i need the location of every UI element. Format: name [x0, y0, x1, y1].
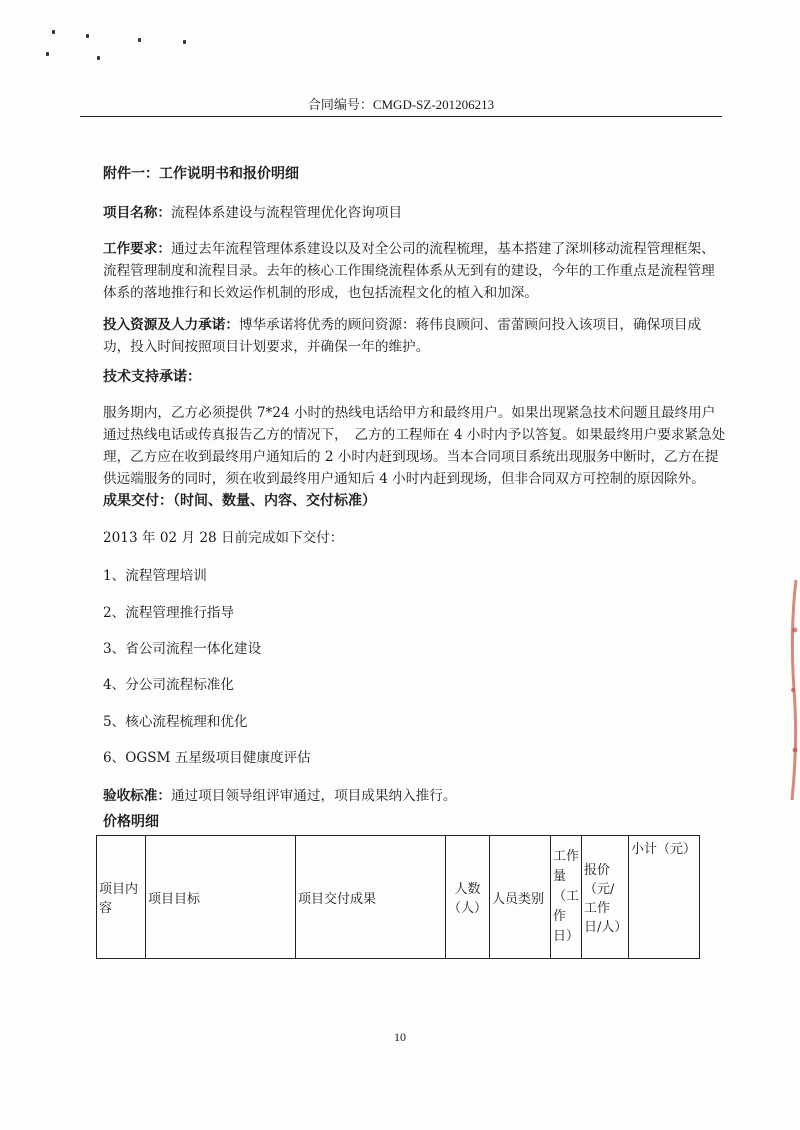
attachment-title: 附件一：工作说明书和报价明细: [103, 166, 299, 182]
project-name-value: 流程体系建设与流程管理优化咨询项目: [170, 205, 403, 221]
scan-speck: [138, 38, 141, 42]
scan-speck: [86, 34, 89, 38]
project-name-label: 项目名称：: [103, 205, 171, 221]
acceptance-value: 通过项目领导组评审通过，项目成果纳入推行。: [170, 788, 457, 804]
page-number: 10: [394, 1030, 406, 1044]
resources-label: 投入资源及人力承诺：: [103, 317, 239, 333]
work-requirements: [103, 238, 728, 304]
resources-commitment: [103, 314, 728, 358]
contract-no-label: 合同编号：: [307, 98, 373, 113]
header-project-goal: 项目目标: [146, 836, 296, 959]
scan-speck: [52, 30, 55, 34]
price-header-row: [97, 836, 700, 959]
deliverable-item: 6、OGSM 五星级项目健康度评估: [103, 750, 311, 766]
deliverable-item: 2、流程管理推行指导: [103, 605, 234, 621]
deliverable-item: 5、核心流程梳理和优化: [103, 714, 248, 730]
seal-stamp-fragment: [786, 570, 800, 810]
deliverables-title: 成果交付：（时间、数量、内容、交付标准）: [103, 493, 376, 509]
scan-speck: [183, 40, 186, 44]
header-headcount: 人数（人）: [446, 836, 490, 959]
acceptance-label: 验收标准：: [103, 788, 171, 804]
contract-header: [80, 94, 722, 117]
scan-speck: [46, 52, 49, 56]
header-workload: 工作量（工作日）: [551, 836, 582, 959]
header-staff-category: 人员类别: [490, 836, 551, 959]
price-table: [96, 835, 700, 959]
header-project-content: 项目内容: [97, 836, 146, 959]
contract-no: CMGD-SZ-201206213: [372, 97, 495, 112]
header-unit-price: 报价（元/工作日/人）: [582, 836, 629, 959]
header-subtotal: 小计（元）: [629, 836, 700, 959]
acceptance-criteria: [103, 785, 728, 807]
deliverable-item: 4、分公司流程标准化: [103, 677, 234, 693]
project-name: [103, 202, 728, 224]
deliverables-intro: 2013 年 02 月 28 日前完成如下交付：: [103, 530, 344, 546]
work-requirements-label: 工作要求：: [103, 241, 171, 257]
work-requirements-value: 通过去年流程管理体系建设以及对全公司的流程梳理，基本搭建了深圳移动流程管理框架、流程管理制度和流程目录。去年的核心工作围绕流程体系从无到有的建设，今年的工作重点是流程管理体系的落地推行和长效运作机制的形成，也包括流程文化的植入和加深。: [103, 241, 715, 301]
header-project-deliverables: 项目交付成果: [296, 836, 446, 959]
scan-speck: [97, 56, 100, 60]
tech-support-title: 技术支持承诺：: [103, 369, 201, 385]
deliverable-item: 1、流程管理培训: [103, 568, 207, 584]
tech-support-body: 服务期内，乙方必须提供 7*24 小时的热线电话给甲方和最终用户。如果出现紧急技术问题且最终用户通过热线电话或传真报告乙方的情况下， 乙方的工程师在 4 小时内予以答复。如果最终用户要求紧急处理，乙方应在收到最终用户通知后的 2 小时内赶到现场。当本合同项目系统出现服务中断时，乙方在提供远端服务的同时，须在收到最终用户通知后 4 小时内赶到现场，但非合同双方可控制的原因除外。: [103, 405, 726, 487]
deliverable-item: 3、省公司流程一体化建设: [103, 641, 262, 657]
price-details-title: 价格明细: [103, 814, 159, 830]
resources-value: 博华承诺将优秀的顾问资源：蒋伟良顾问、雷蕾顾问投入该项目，确保项目成功，投入时间按照项目计划要求，并确保一年的维护。: [103, 317, 702, 355]
